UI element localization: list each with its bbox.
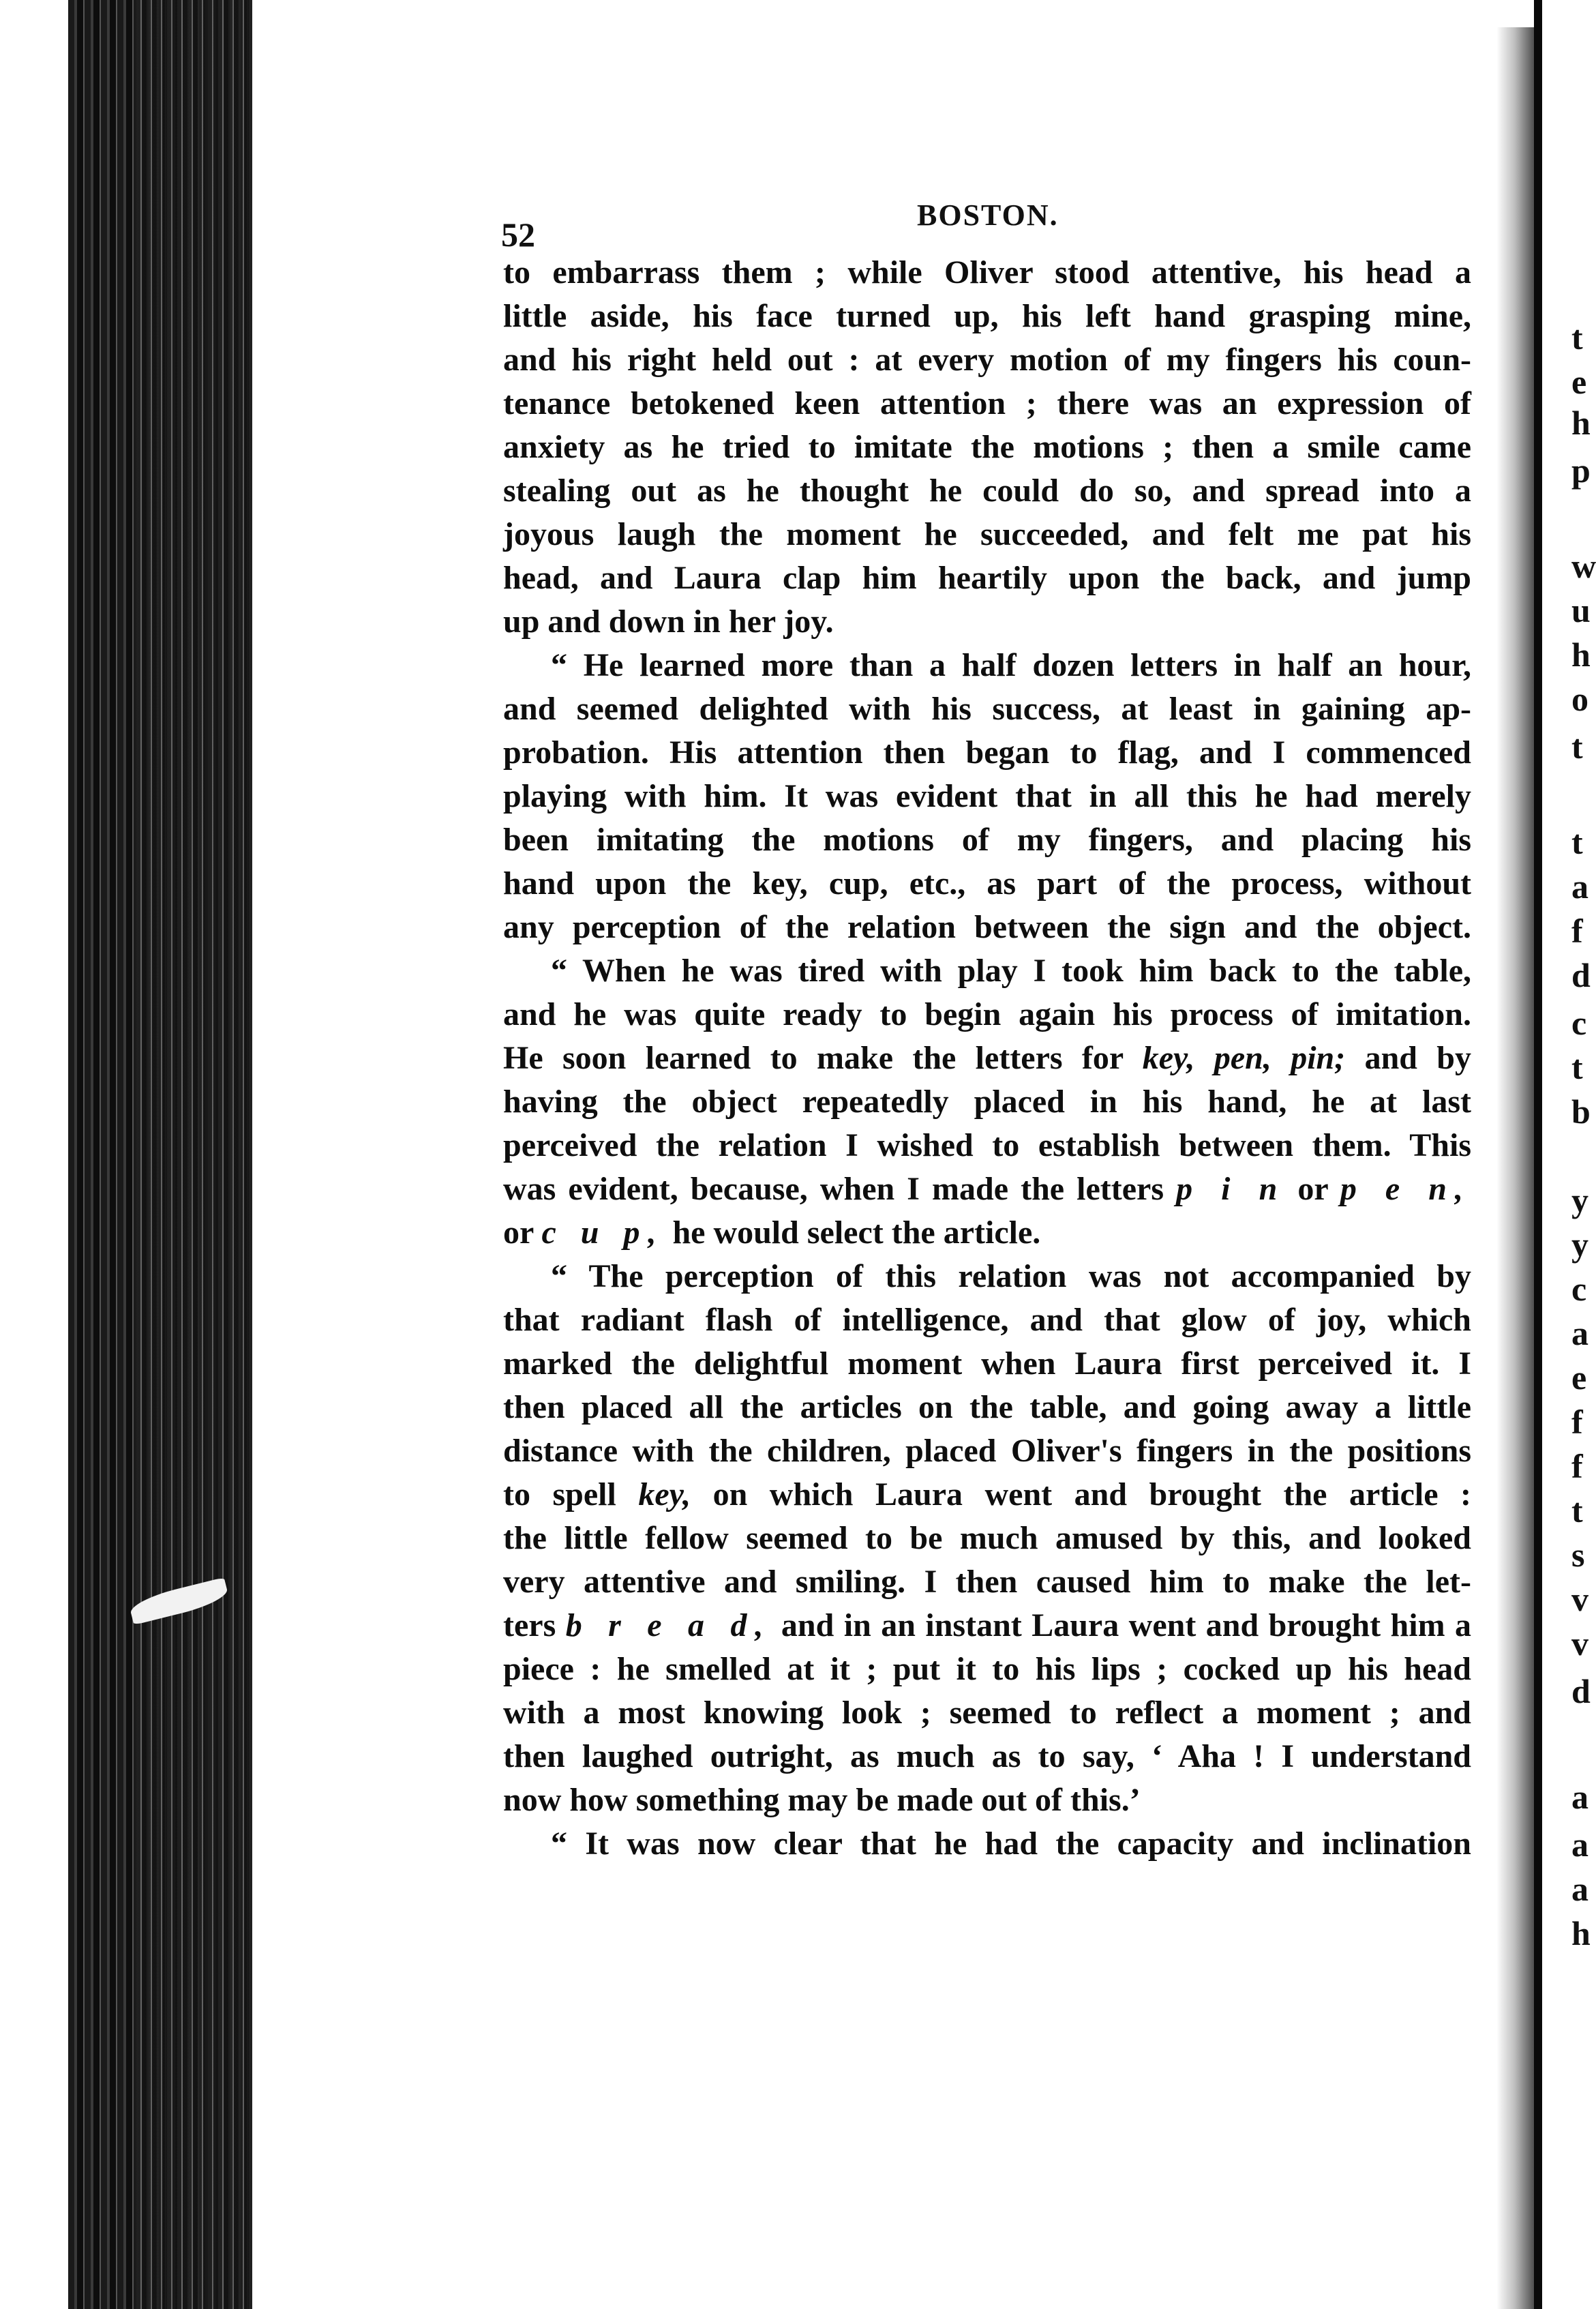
facing-page-fragment: a <box>1571 867 1589 906</box>
facing-page-fragment: p <box>1571 451 1591 490</box>
text-line: He soon learned to make the letters for key, pen, pin; and by <box>503 1040 1471 1076</box>
text-line: to spell key, on which Laura went and brought the article : <box>503 1476 1471 1513</box>
facing-page-fragment: c <box>1571 1270 1587 1308</box>
text-line: marked the delightful moment when Laura first perceived it. I <box>503 1345 1471 1382</box>
book-binding-pages <box>136 0 252 2309</box>
text-line: very attentive and smiling. I then caused him to make the let- <box>503 1564 1471 1600</box>
text-line: and seemed delighted with his success, at least in gaining ap- <box>503 691 1471 727</box>
text-line: to embarrass them ; while Oliver stood attentive, his head a <box>503 254 1471 291</box>
facing-page-fragment: t <box>1571 318 1583 357</box>
text-line: hand upon the key, cup, etc., as part of the process, without <box>503 865 1471 902</box>
text-line: “ When he was tired with play I took him back to the table, <box>551 953 1471 989</box>
facing-page-fragment: f <box>1571 1403 1583 1441</box>
text-line: having the object repeatedly placed in his hand, he at last <box>503 1084 1471 1120</box>
facing-page-fragment: h <box>1571 404 1591 442</box>
text-line: that radiant flash of intelligence, and that glow of joy, which <box>503 1302 1471 1338</box>
facing-page-fragment: h <box>1571 1914 1591 1952</box>
facing-page-fragment: v <box>1571 1580 1589 1618</box>
text-line: anxiety as he tried to imitate the motions ; then a smile came <box>503 429 1471 465</box>
text-line: head, and Laura clap him heartily upon the back, and jump <box>503 560 1471 596</box>
text-line: then laughed outright, as much as to say, ‘ Aha ! I understand <box>503 1738 1471 1774</box>
text-line: playing with him. It was evident that in all this he had merely <box>503 778 1471 814</box>
facing-page-fragment: t <box>1571 823 1583 861</box>
facing-page-fragment: a <box>1571 1778 1589 1816</box>
text-line: tenance betokened keen attention ; there was an expression of <box>503 385 1471 421</box>
facing-page-fragment: c <box>1571 1004 1587 1042</box>
facing-page-fragment: s <box>1571 1536 1585 1574</box>
text-line: or c u p, he would select the article. <box>503 1215 1041 1251</box>
facing-page-fragment: y <box>1571 1225 1589 1264</box>
page-number: 52 <box>501 215 535 254</box>
facing-page-fragment: t <box>1571 728 1583 766</box>
text-line: and his right held out : at every motion of my fingers his coun- <box>503 342 1471 378</box>
text-line: then placed all the articles on the table, and going away a little <box>503 1389 1471 1425</box>
facing-page-fragment: b <box>1571 1092 1591 1131</box>
text-line: “ It was now clear that he had the capacity and inclination <box>551 1826 1471 1862</box>
facing-page-fragment: e <box>1571 363 1587 401</box>
text-line: ters b r e a d, and in an instant Laura went and brought him a <box>503 1607 1471 1643</box>
text-line: and he was quite ready to begin again his process of imitation. <box>503 996 1471 1032</box>
body-text <box>503 251 1471 1866</box>
facing-page-fragment: f <box>1571 912 1583 950</box>
facing-page-fragment: a <box>1571 1314 1589 1352</box>
facing-page-fragment: d <box>1571 1672 1591 1710</box>
text-line: stealing out as he thought he could do so, and spread into a <box>503 473 1471 509</box>
text-line: perceived the relation I wished to establish between them. This <box>503 1127 1471 1163</box>
facing-page-fragment: v <box>1571 1624 1589 1663</box>
text-line: joyous laugh the moment he succeeded, and felt me pat his <box>503 516 1471 552</box>
text-line: now how something may be made out of this.’ <box>503 1782 1141 1818</box>
text-line: “ The perception of this relation was not accompanied by <box>551 1258 1471 1294</box>
facing-page-fragment: e <box>1571 1358 1587 1397</box>
facing-page-fragment: d <box>1571 956 1591 994</box>
facing-page-fragment: y <box>1571 1181 1589 1219</box>
facing-page-fragment: o <box>1571 680 1589 718</box>
text-line: up and down in her joy. <box>503 604 834 640</box>
gutter-line <box>1534 0 1542 2309</box>
text-line: “ He learned more than a half dozen letters in half an hour, <box>551 647 1471 683</box>
running-title: BOSTON. <box>917 198 1059 232</box>
text-line: with a most knowing look ; seemed to reflect a moment ; and <box>503 1695 1471 1731</box>
text-line: piece : he smelled at it ; put it to his lips ; cocked up his head <box>503 1651 1471 1687</box>
facing-page-fragment: t <box>1571 1048 1583 1086</box>
text-line: little aside, his face turned up, his left hand grasping mine, <box>503 298 1471 334</box>
facing-page-fragment: a <box>1571 1870 1589 1908</box>
text-line: distance with the children, placed Oliver's fingers in the positions <box>503 1433 1471 1469</box>
text-line: been imitating the motions of my fingers, and placing his <box>503 822 1471 858</box>
facing-page-fragment: t <box>1571 1491 1583 1530</box>
facing-page-fragment: u <box>1571 591 1591 629</box>
facing-page-fragment: w <box>1571 547 1596 585</box>
text-line: was evident, because, when I made the letters p i n or p e n, <box>503 1171 1471 1207</box>
facing-page-fragment: h <box>1571 636 1591 674</box>
facing-page-fragment: a <box>1571 1826 1589 1864</box>
text-line: probation. His attention then began to flag, and I commenced <box>503 734 1471 771</box>
text-line: any perception of the relation between the sign and the object. <box>503 909 1471 945</box>
gutter-shadow <box>1496 27 1537 2309</box>
facing-page-fragment: f <box>1571 1447 1583 1485</box>
text-line: the little fellow seemed to be much amused by this, and looked <box>503 1520 1471 1556</box>
